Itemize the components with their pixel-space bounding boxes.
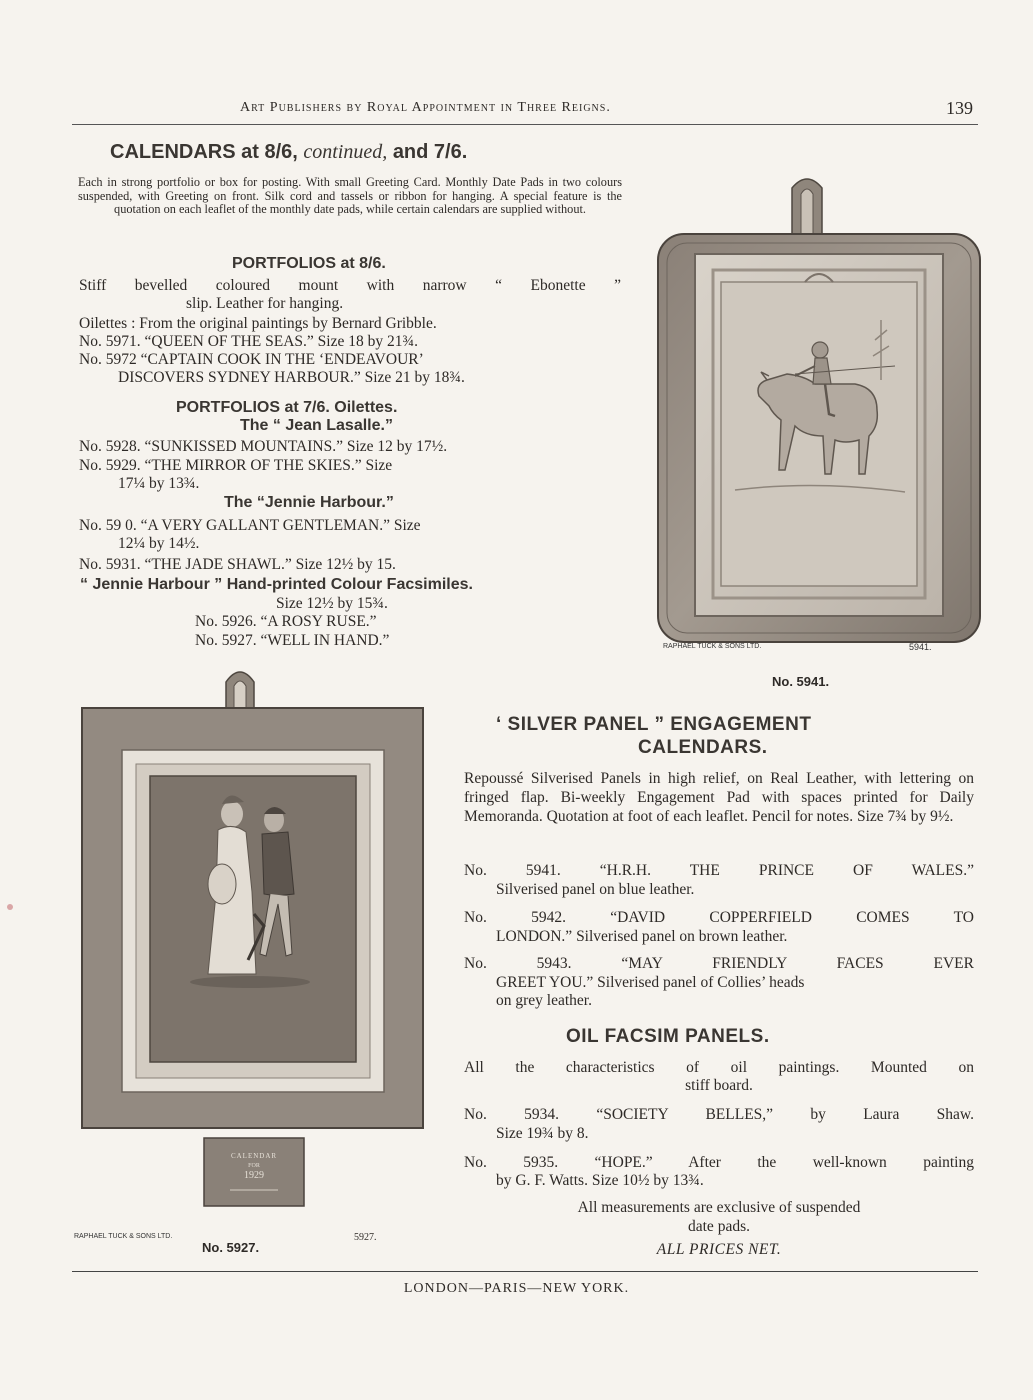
page-number: 139 — [946, 98, 973, 118]
facsimiles-heading: “ Jennie Harbour ” Hand-printed Colour Facsimiles. — [80, 576, 473, 593]
footer-rule — [72, 1271, 978, 1272]
prices-net: ALL PRICES NET. — [656, 1241, 782, 1258]
oil-facsim-heading: OIL FACSIM PANELS. — [566, 1026, 770, 1047]
calendars-title-a: CALENDARS at 8/6, — [110, 141, 298, 163]
calendar-pad-line-2: FOR — [248, 1163, 260, 1169]
artist-jean-lasalle: The “ Jean Lasalle.” — [240, 417, 393, 434]
running-header: Art Publishers by Royal Appointment in Three Reigns. — [240, 100, 611, 115]
portfolios-86-desc-1: Stiff bevelled coloured mount with narrow “ Ebonette ” — [79, 277, 621, 294]
measurement-note-2: date pads. — [688, 1218, 750, 1235]
calendars-title-c: and 7/6. — [392, 141, 468, 163]
item-5935-line-2: by G. F. Watts. Size 10½ by 13¾. — [496, 1172, 704, 1189]
item-5934-line-2: Size 19¾ by 8. — [496, 1125, 589, 1142]
margin-mark — [7, 904, 13, 910]
item-5935-line-1: No. 5935. “HOPE.” After the well-known painting — [464, 1154, 974, 1171]
item-5942-line-1: No. 5942. “DAVID COPPERFIELD COMES TO — [464, 909, 974, 926]
item-5931: No. 5931. “THE JADE SHAWL.” Size 12½ by 15. — [79, 556, 396, 573]
caption-5927: No. 5927. — [202, 1240, 260, 1255]
figure-5941 — [655, 170, 985, 650]
calendars-heading — [110, 141, 467, 164]
oilettes-note: Oilettes : From the original paintings by Bernard Gribble. — [79, 315, 437, 332]
item-5941-line-1: No. 5941. “H.R.H. THE PRINCE OF WALES.” — [464, 862, 974, 879]
item-5942-line-2: LONDON.” Silverised panel on brown leather. — [496, 928, 788, 945]
silver-panel-heading-1: ‘ SILVER PANEL ” ENGAGEMENT — [496, 714, 812, 735]
item-5943-line-3: on grey leather. — [496, 992, 592, 1009]
item-5972-line-2: DISCOVERS SYDNEY HARBOUR.” Size 21 by 18¾. — [118, 369, 465, 386]
plate-number-5927: 5927. — [354, 1232, 377, 1243]
item-5934-line-1: No. 5934. “SOCIETY BELLES,” by Laura Shaw. — [464, 1106, 974, 1123]
calendars-intro: Each in strong portfolio or box for posting. With small Greeting Card. Monthly Date Pads in two colours suspended, with Greeting on front. Silk cord and tassels or ribbon for hanging. A special feature is the quotation on each leaflet of the monthly date pads, while certain calendars are supplied without. — [78, 175, 622, 217]
plate-number-5941: 5941. — [909, 642, 932, 652]
portfolios-86-heading: PORTFOLIOS at 8/6. — [232, 255, 386, 272]
imprint-5941: RAPHAEL TUCK & SONS LTD. — [663, 643, 762, 650]
item-5930-line-2: 12¼ by 14½. — [118, 535, 200, 552]
oil-facsim-desc-1: All the characteristics of oil paintings. Mounted on — [464, 1059, 974, 1076]
item-5929-line-2: 17¼ by 13¾. — [118, 475, 200, 492]
artist-jennie-harbour: The “Jennie Harbour.” — [224, 494, 394, 511]
caption-5941: No. 5941. — [772, 674, 830, 689]
item-5928: No. 5928. “SUNKISSED MOUNTAINS.” Size 12 by 17½. — [79, 438, 448, 455]
portfolios-76-heading: PORTFOLIOS at 7/6. Oilettes. — [176, 399, 398, 416]
facsimile-size: Size 12½ by 15¾. — [276, 595, 388, 612]
calendar-pad-year: 1929 — [244, 1170, 264, 1181]
item-5972-line-1: No. 5972 “CAPTAIN COOK IN THE ‘ENDEAVOUR’ — [79, 351, 424, 368]
silver-panel-heading-2: CALENDARS. — [638, 737, 768, 758]
calendar-pad-line-1: CALENDAR — [230, 1152, 278, 1160]
horse-rider-panel-illustration — [655, 170, 985, 650]
item-5927: No. 5927. “WELL IN HAND.” — [195, 632, 390, 649]
silver-panel-desc: Repoussé Silverised Panels in high relief, on Real Leather, with lettering on fringed flap. Bi-weekly Engagement Pad with spaces printed for Daily Memoranda. Quotation at foot of each leaflet. Pencil for notes. Size 7¾ by 9½. — [464, 770, 974, 825]
imprint-5927: RAPHAEL TUCK & SONS LTD. — [74, 1233, 173, 1240]
item-5941-line-2: Silverised panel on blue leather. — [496, 881, 695, 898]
oil-facsim-desc-2: stiff board. — [685, 1077, 753, 1094]
item-5929-line-1: No. 5929. “THE MIRROR OF THE SKIES.” Size — [79, 457, 393, 474]
calendars-title-b: continued, — [303, 141, 388, 163]
item-5943-line-2: GREET YOU.” Silverised panel of Collies’ heads — [496, 974, 805, 991]
header-rule — [72, 124, 978, 125]
footer-cities: LONDON—PARIS—NEW YORK. — [403, 1281, 630, 1296]
item-5930-line-1: No. 59 0. “A VERY GALLANT GENTLEMAN.” Size — [79, 517, 421, 534]
item-5971: No. 5971. “QUEEN OF THE SEAS.” Size 18 by 21¾. — [79, 333, 418, 350]
item-5926: No. 5926. “A ROSY RUSE.” — [195, 613, 377, 630]
portfolios-86-desc-2: slip. Leather for hanging. — [186, 295, 344, 312]
measurement-note-1: All measurements are exclusive of suspended — [577, 1199, 861, 1216]
item-5943-line-1: No. 5943. “MAY FRIENDLY FACES EVER — [464, 955, 974, 972]
